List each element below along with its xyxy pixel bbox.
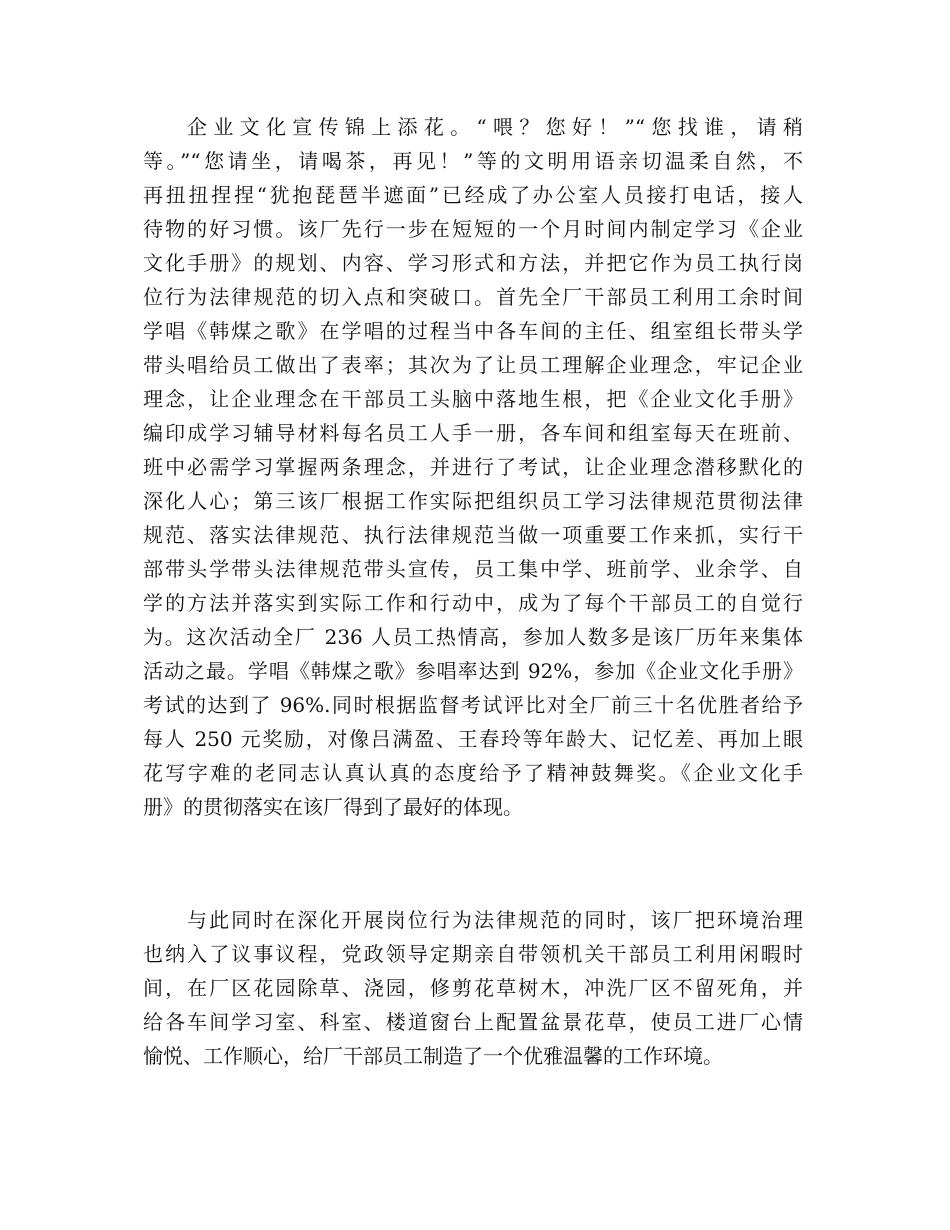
paragraph-line: 规范、落实法律规范、执行法律规范当做一项重要工作来抓，实行干 xyxy=(143,523,803,547)
paragraph-line: 深化人心；第三该厂根据工作实际把组织员工学习法律规范贯彻法律 xyxy=(143,489,803,513)
paragraph-line: 待物的好习惯。该厂先行一步在短短的一个月时间内制定学习《企业 xyxy=(143,217,803,241)
paragraph-line: 带头唱给员工做出了表率；其次为了让员工理解企业理念，牢记企业 xyxy=(143,353,803,377)
paragraph-line: 间，在厂区花园除草、浇园，修剪花草树木，冲洗厂区不留死角，并 xyxy=(143,976,803,1000)
paragraph-line: 给各车间学习室、科室、楼道窗台上配置盆景花草，使员工进厂心情 xyxy=(143,1010,803,1034)
paragraph-line: 与此同时在深化开展岗位行为法律规范的同时，该厂把环境治理 xyxy=(187,908,803,932)
paragraph-environment xyxy=(143,903,803,1073)
paragraph-line: 花写字难的老同志认真认真的态度给予了精神鼓舞奖。《企业文化手 xyxy=(143,761,803,785)
paragraph-line: 位行为法律规范的切入点和突破口。首先全厂干部员工利用工余时间 xyxy=(143,285,803,309)
paragraph-line: 愉悦、工作顺心，给厂干部员工制造了一个优雅温馨的工作环境。 xyxy=(143,1044,723,1068)
paragraph-line: 考试的达到了 96%.同时根据监督考试评比对全厂前三十名优胜者给予 xyxy=(143,693,803,717)
paragraph-line: 编印成学习辅导材料每名员工人手一册，各车间和组室每天在班前、 xyxy=(143,421,803,445)
paragraph-line: 班中必需学习掌握两条理念，并进行了考试，让企业理念潜移默化的 xyxy=(143,455,803,479)
paragraph-line: 活动之最。学唱《韩煤之歌》参唱率达到 92%，参加《企业文化手册》 xyxy=(143,659,803,683)
paragraph-line: 为。这次活动全厂 236 人员工热情高，参加人数多是该厂历年来集体 xyxy=(143,625,803,649)
paragraph-line: 再扭扭捏捏“犹抱琵琶半遮面”已经成了办公室人员接打电话，接人 xyxy=(143,183,803,207)
paragraph-line: 部带头学带头法律规范带头宣传，员工集中学、班前学、业余学、自 xyxy=(143,557,803,581)
paragraph-line: 学唱《韩煤之歌》在学唱的过程当中各车间的主任、组室组长带头学 xyxy=(143,319,803,343)
paragraph-line: 每人 250 元奖励，对像吕满盈、王春玲等年龄大、记忆差、再加上眼 xyxy=(143,727,803,751)
paragraph-line: 也纳入了议事议程，党政领导定期亲自带领机关干部员工利用闲暇时 xyxy=(143,942,803,966)
paragraph-line: 理念，让企业理念在干部员工头脑中落地生根，把《企业文化手册》 xyxy=(143,387,803,411)
paragraph-line: 册》的贯彻落实在该厂得到了最好的体现。 xyxy=(143,795,523,819)
paragraph-line: 企业文化宣传锦上添花。“喂？您好！”“您找谁，请稍 xyxy=(187,115,803,139)
paragraph-culture-promotion xyxy=(143,110,803,824)
paragraph-line: 文化手册》的规划、内容、学习形式和方法，并把它作为员工执行岗 xyxy=(143,251,803,275)
paragraph-line: 学的方法并落实到实际工作和行动中，成为了每个干部员工的自觉行 xyxy=(143,591,803,615)
paragraph-line: 等。”“您请坐，请喝茶，再见！”等的文明用语亲切温柔自然，不 xyxy=(143,149,803,173)
